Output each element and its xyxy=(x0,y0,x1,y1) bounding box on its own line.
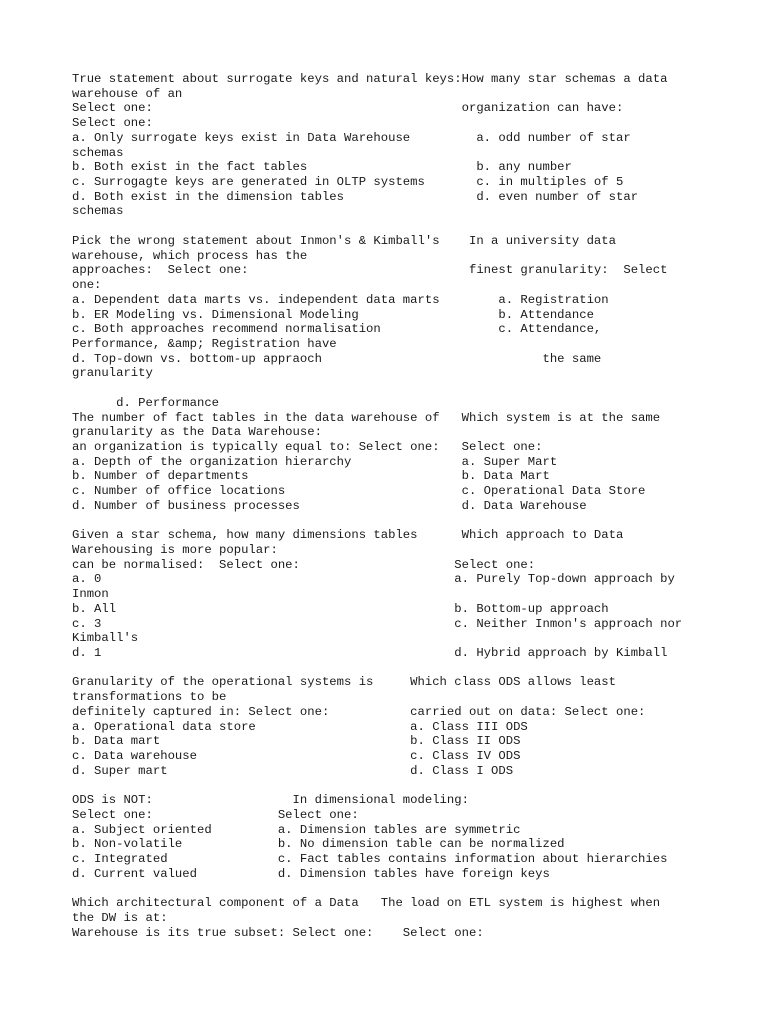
text-line: Select one: organization can have: xyxy=(72,101,624,116)
text-line: Kimball's xyxy=(72,631,139,646)
text-line: a. 0 a. Purely Top-down approach by xyxy=(72,572,675,587)
text-line: d. Super mart d. Class I ODS xyxy=(72,763,514,778)
text-line: schemas xyxy=(72,145,124,160)
text-line: c. Surrogagte keys are generated in OLTP systems c. in multiples of 5 xyxy=(72,175,624,190)
text-line: an organization is typically equal to: Select one: Select one: xyxy=(72,439,543,454)
text-line: d. Current valued d. Dimension tables have foreign keys xyxy=(72,866,550,881)
text-line: a. Operational data store a. Class III ODS xyxy=(72,719,528,734)
text-line: d. Top-down vs. bottom-up appraoch the same xyxy=(72,351,602,366)
text-line: c. Both approaches recommend normalisation c. Attendance, xyxy=(72,322,602,337)
text-line: d. Both exist in the dimension tables d. even number of star xyxy=(72,189,639,204)
blank-line xyxy=(72,219,762,234)
text-line: warehouse, which process has the xyxy=(72,248,308,263)
text-line: ODS is NOT: In dimensional modeling: xyxy=(72,793,469,808)
text-line: Select one: xyxy=(72,116,153,131)
text-line: b. Non-volatile b. No dimension table can be normalized xyxy=(72,837,565,852)
text-line: d. Performance xyxy=(72,395,220,410)
text-line: a. Subject oriented a. Dimension tables are symmetric xyxy=(72,822,521,837)
text-line: definitely captured in: Select one: carried out on data: Select one: xyxy=(72,704,646,719)
text-line: the DW is at: xyxy=(72,910,168,925)
text-line: Granularity of the operational systems is Which class ODS allows least xyxy=(72,675,616,690)
blank-line xyxy=(72,661,762,676)
text-line: b. ER Modeling vs. Dimensional Modeling b. Attendance xyxy=(72,307,594,322)
text-line: b. Number of departments b. Data Mart xyxy=(72,469,550,484)
text-line: a. Only surrogate keys exist in Data Warehouse a. odd number of star xyxy=(72,130,631,145)
text-line: transformations to be xyxy=(72,690,227,705)
text-line: Warehouse is its true subset: Select one: Select one: xyxy=(72,925,484,940)
text-line: Warehousing is more popular: xyxy=(72,543,278,557)
document-text xyxy=(72,72,762,940)
text-line: granularity as the Data Warehouse: xyxy=(72,425,322,440)
text-line: Inmon xyxy=(72,587,109,602)
blank-line xyxy=(72,381,762,396)
text-line: a. Depth of the organization hierarchy a. Super Mart xyxy=(72,454,558,469)
text-line: b. All b. Bottom-up approach xyxy=(72,601,609,616)
text-line: d. Number of business processes d. Data Warehouse xyxy=(72,498,587,513)
text-line: Which architectural component of a Data The load on ETL system is highest when xyxy=(72,896,661,911)
text-line: can be normalised: Select one: Select one: xyxy=(72,557,536,572)
text-line: Pick the wrong statement about Inmon's & Kimball's In a university data xyxy=(72,233,616,248)
text-line: b. Data mart b. Class II ODS xyxy=(72,734,521,749)
text-line: Select one: Select one: xyxy=(72,807,359,822)
blank-line xyxy=(72,514,762,529)
text-line: The number of fact tables in the data warehouse of Which system is at the same xyxy=(72,410,661,425)
text-line: d. 1 d. Hybrid approach by Kimball xyxy=(72,646,668,661)
text-line: schemas xyxy=(72,204,124,219)
text-line: b. Both exist in the fact tables b. any number xyxy=(72,160,572,175)
text-line: c. Integrated c. Fact tables contains information about hierarchies xyxy=(72,852,668,867)
text-line: approaches: Select one: finest granularity: Select xyxy=(72,263,668,278)
blank-line xyxy=(72,882,762,897)
text-line: warehouse of an xyxy=(72,86,183,101)
text-line: Given a star schema, how many dimensions tables Which approach to Data xyxy=(72,528,624,543)
text-line: c. Number of office locations c. Operational Data Store xyxy=(72,484,646,499)
text-line: a. Dependent data marts vs. independent data marts a. Registration xyxy=(72,292,609,307)
text-line: True statement about surrogate keys and natural keys:How many star schemas a data xyxy=(72,72,668,86)
text-line: one: xyxy=(72,278,102,293)
blank-line xyxy=(72,779,762,794)
text-line: Performance, &amp; Registration have xyxy=(72,336,337,351)
text-line: granularity xyxy=(72,366,153,381)
text-line: c. 3 c. Neither Inmon's approach nor xyxy=(72,616,683,631)
text-line: c. Data warehouse c. Class IV ODS xyxy=(72,749,521,764)
